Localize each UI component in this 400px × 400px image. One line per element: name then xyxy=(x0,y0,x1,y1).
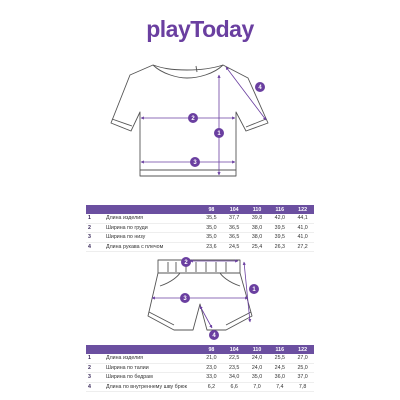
table-cell: 26,3 xyxy=(268,242,291,252)
table-cell: 23,6 xyxy=(200,242,223,252)
marker-label: 4 xyxy=(258,85,262,91)
table-cell: 36,0 xyxy=(268,373,291,383)
table-cell: 36,5 xyxy=(223,233,246,243)
table-row xyxy=(86,233,314,243)
size-header: 98 xyxy=(200,345,223,354)
table-cell: 6,2 xyxy=(200,382,223,392)
table-cell: 38,0 xyxy=(246,223,269,233)
brand-logo: playToday xyxy=(146,16,254,42)
table-cell: 33,0 xyxy=(200,373,223,383)
table-header-row xyxy=(86,345,314,354)
row-number: 4 xyxy=(86,242,104,252)
table-cell: 41,0 xyxy=(291,233,314,243)
table-cell: 35,0 xyxy=(246,373,269,383)
table-header-row xyxy=(86,205,314,214)
table-cell: 27,2 xyxy=(291,242,314,252)
table-cell: 37,0 xyxy=(291,373,314,383)
row-label: Длина рукава с плечом xyxy=(104,242,200,252)
table-cell: 21,0 xyxy=(200,354,223,363)
table-cell: 25,5 xyxy=(268,354,291,363)
marker-label: 2 xyxy=(184,260,188,266)
marker-label: 1 xyxy=(252,287,256,293)
size-header: 110 xyxy=(246,345,269,354)
shorts-size-table xyxy=(86,345,314,392)
table-cell: 36,5 xyxy=(223,223,246,233)
table-cell: 7,8 xyxy=(291,382,314,392)
table-cell: 24,0 xyxy=(246,354,269,363)
marker-label: 4 xyxy=(212,333,216,339)
table-row xyxy=(86,354,314,363)
row-label: Ширина по груди xyxy=(104,223,200,233)
table-cell: 44,1 xyxy=(291,214,314,223)
shorts-sketch xyxy=(148,260,252,330)
table-cell: 25,0 xyxy=(291,363,314,373)
size-header: 98 xyxy=(200,205,223,214)
table-cell: 22,5 xyxy=(223,354,246,363)
table-cell: 39,5 xyxy=(268,233,291,243)
table-cell: 25,4 xyxy=(246,242,269,252)
table-header-corner xyxy=(86,205,200,214)
table-cell: 7,4 xyxy=(268,382,291,392)
table-cell: 24,0 xyxy=(246,363,269,373)
row-number: 2 xyxy=(86,363,104,373)
marker-label: 1 xyxy=(217,131,221,137)
marker-label: 2 xyxy=(191,116,195,122)
table-cell: 6,6 xyxy=(223,382,246,392)
size-header: 116 xyxy=(268,345,291,354)
row-label: Ширина по бедрам xyxy=(104,373,200,383)
table-cell: 35,0 xyxy=(200,233,223,243)
row-label: Длина изделия xyxy=(104,354,200,363)
table-cell: 41,0 xyxy=(291,223,314,233)
table-cell: 24,5 xyxy=(223,242,246,252)
table-row xyxy=(86,382,314,392)
size-header: 104 xyxy=(223,345,246,354)
table-row xyxy=(86,242,314,252)
row-label: Длина по внутреннему шву брюк xyxy=(104,382,200,392)
row-number: 3 xyxy=(86,373,104,383)
table-cell: 27,0 xyxy=(291,354,314,363)
table-row xyxy=(86,214,314,223)
row-label: Длина изделия xyxy=(104,214,200,223)
row-number: 2 xyxy=(86,223,104,233)
table-cell: 39,5 xyxy=(268,223,291,233)
row-label: Ширина по низу xyxy=(104,233,200,243)
table-cell: 39,8 xyxy=(246,214,269,223)
size-header: 122 xyxy=(291,205,314,214)
size-header: 110 xyxy=(246,205,269,214)
size-header: 116 xyxy=(268,205,291,214)
size-header: 104 xyxy=(223,205,246,214)
row-number: 3 xyxy=(86,233,104,243)
table-cell: 42,0 xyxy=(268,214,291,223)
table-cell: 24,5 xyxy=(268,363,291,373)
table-cell: 23,5 xyxy=(223,363,246,373)
table-row xyxy=(86,363,314,373)
table-cell: 35,0 xyxy=(200,223,223,233)
row-number: 1 xyxy=(86,214,104,223)
row-number: 4 xyxy=(86,382,104,392)
table-cell: 34,0 xyxy=(223,373,246,383)
row-number: 1 xyxy=(86,354,104,363)
table-cell: 38,0 xyxy=(246,233,269,243)
table-row xyxy=(86,223,314,233)
table-cell: 23,0 xyxy=(200,363,223,373)
marker-label: 3 xyxy=(193,160,197,166)
table-cell: 37,7 xyxy=(223,214,246,223)
table-row xyxy=(86,373,314,383)
table-header-corner xyxy=(86,345,200,354)
size-header: 122 xyxy=(291,345,314,354)
tshirt-size-table xyxy=(86,205,314,252)
row-label: Ширина по талии xyxy=(104,363,200,373)
marker-label: 3 xyxy=(183,296,187,302)
table-cell: 7,0 xyxy=(246,382,269,392)
table-cell: 35,5 xyxy=(200,214,223,223)
